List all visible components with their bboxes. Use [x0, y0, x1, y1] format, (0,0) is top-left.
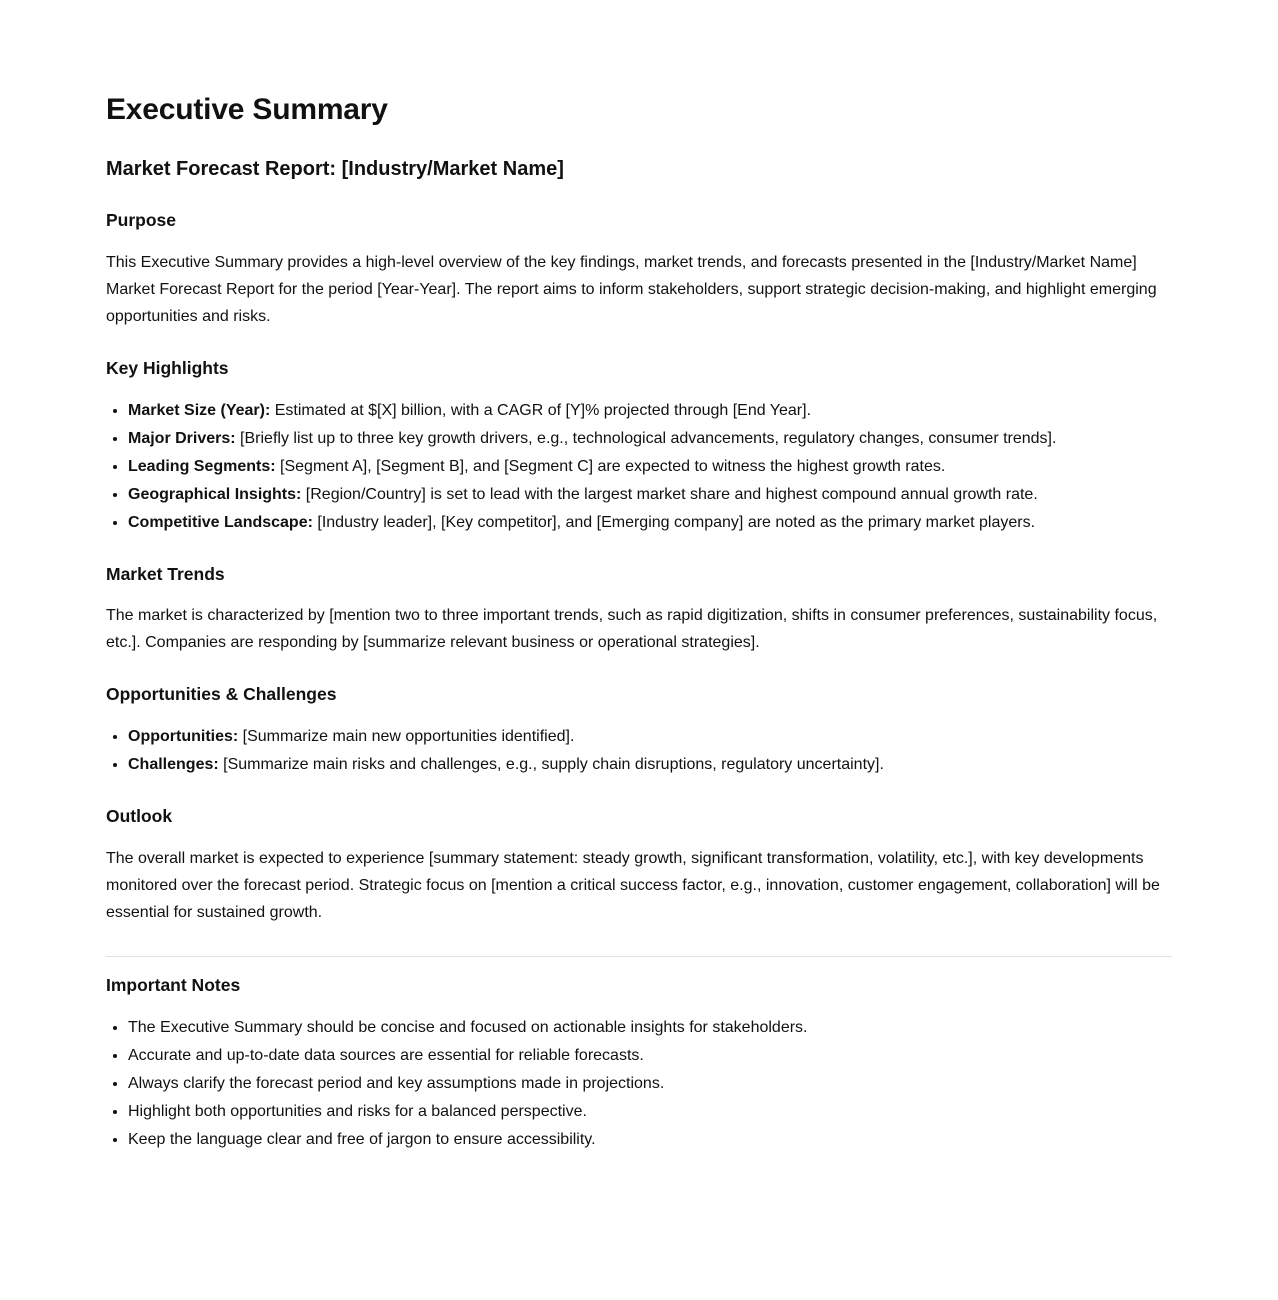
list-item-label: Challenges:	[128, 756, 219, 773]
list-item-label: Competitive Landscape:	[128, 513, 313, 531]
list-item: • Highlight both opportunities and risks for a balanced perspective.	[128, 1098, 1172, 1125]
list-item-label: Market Size (Year):	[128, 401, 271, 419]
list-item	[128, 453, 1172, 480]
list-item	[128, 397, 1172, 424]
list-item: • Keep the language clear and free of jargon to ensure accessibility.	[128, 1126, 1172, 1153]
list-item-label: Leading Segments:	[128, 457, 276, 475]
key-highlights-list	[106, 397, 1172, 536]
section-heading-market-trends: Market Trends	[106, 563, 225, 584]
section-divider	[106, 956, 1172, 957]
list-item-text: Estimated at $[X] billion, with a CAGR of [Y]% projected through [End Year].	[270, 401, 812, 419]
section-heading-important-notes: Important Notes	[106, 974, 241, 995]
list-item-text: [Summarize main new opportunities identified].	[238, 728, 575, 745]
document	[106, 0, 1172, 1300]
list-item	[128, 509, 1172, 536]
list-item-text: [Briefly list up to three key growth drivers, e.g., technological advancements, regulatory changes, consumer trends].	[235, 429, 1057, 447]
outlook-paragraph: The overall market is expected to experience [summary statement: steady growth, significant transformation, volatility, etc.], with key developments monitored over the forecast period. Strategic focus on [mention a critical success factor, e.g., innovation, customer engagement, collaboration] will be essential for sustained growth.	[106, 849, 1160, 921]
list-item	[128, 481, 1172, 508]
list-item-label: Major Drivers:	[128, 429, 236, 447]
list-item-text: [Summarize main risks and challenges, e.g., supply chain disruptions, regulatory uncertainty].	[218, 756, 884, 773]
purpose-paragraph: This Executive Summary provides a high-level overview of the key findings, market trends, and forecasts presented in the [Industry/Market Name] Market Forecast Report for the period [Year-Year]. The report aims to inform stakeholders, support strategic decision-making, and highlight emerging opportunities and risks.	[106, 253, 1157, 325]
report-subtitle: Market Forecast Report: [Industry/Market Name]	[106, 158, 564, 180]
list-item: • Accurate and up-to-date data sources are essential for reliable forecasts.	[128, 1042, 1172, 1069]
list-item-label: Geographical Insights:	[128, 485, 302, 503]
list-item-text: [Industry leader], [Key competitor], and [Emerging company] are noted as the primary market players.	[312, 513, 1036, 531]
list-item-label: Opportunities:	[128, 728, 239, 745]
list-item	[128, 751, 1172, 778]
market-trends-paragraph: The market is characterized by [mention two to three important trends, such as rapid digitization, shifts in consumer preferences, sustainability focus, etc.]. Companies are responding by [summarize relevant business or operational strategies].	[106, 607, 1158, 652]
list-item: • The Executive Summary should be concise and focused on actionable insights for stakeholders.	[128, 1014, 1172, 1041]
section-heading-purpose: Purpose	[106, 210, 177, 230]
page-title: Executive Summary	[106, 93, 388, 126]
section-heading-opportunities-challenges: Opportunities & Challenges	[106, 684, 337, 705]
opportunities-challenges-list	[106, 723, 1172, 778]
list-item	[128, 425, 1172, 452]
important-notes-list	[106, 1014, 1172, 1153]
list-item	[128, 723, 1172, 750]
list-item-text: [Region/Country] is set to lead with the largest market share and highest compound annual growth rate.	[301, 485, 1038, 503]
section-heading-key-highlights: Key Highlights	[106, 357, 229, 378]
list-item-text: [Segment A], [Segment B], and [Segment C] are expected to witness the highest growth rates.	[275, 457, 946, 475]
list-item: • Always clarify the forecast period and key assumptions made in projections.	[128, 1070, 1172, 1097]
section-heading-outlook: Outlook	[106, 806, 173, 826]
